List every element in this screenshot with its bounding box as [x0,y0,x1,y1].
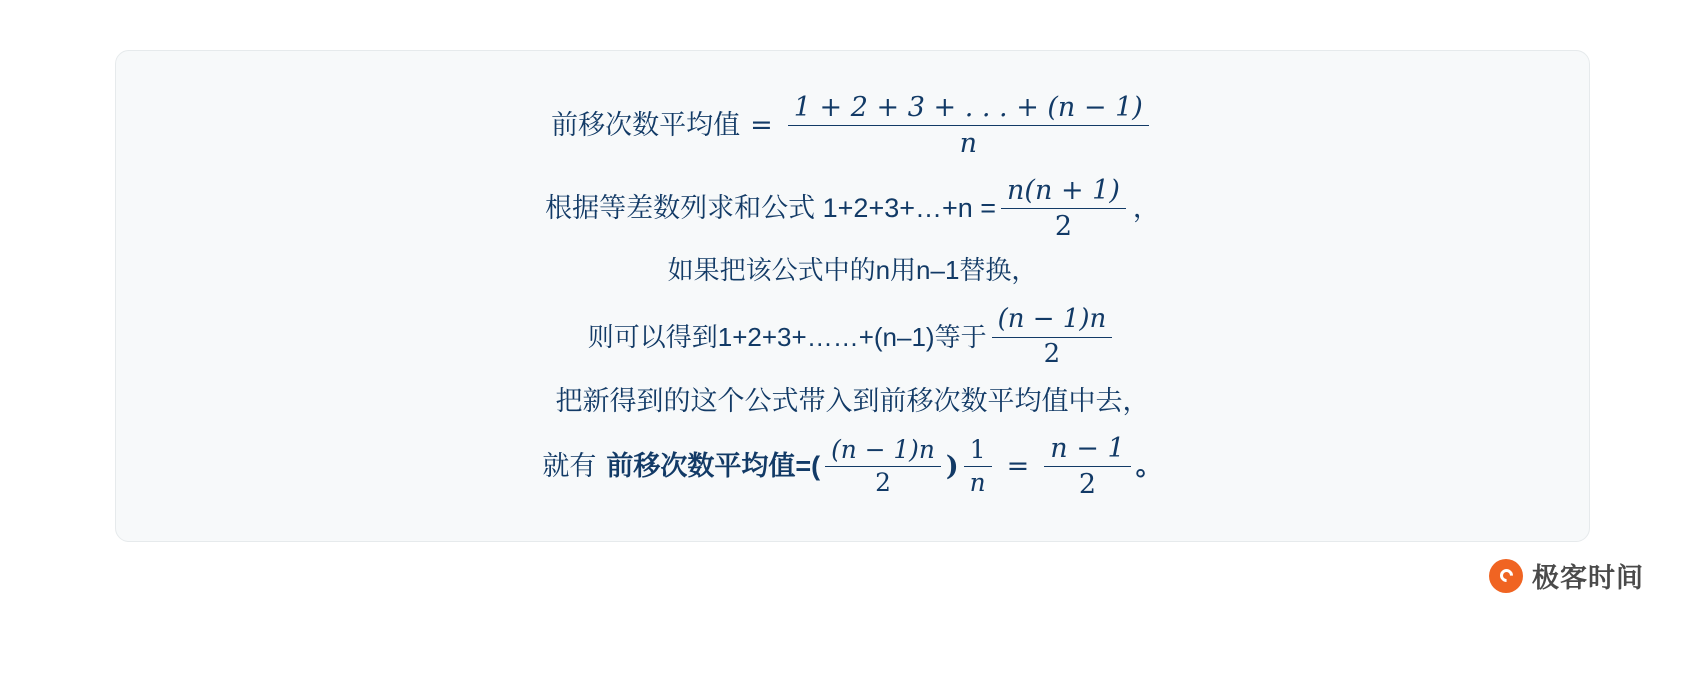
formula-line-6-close-paren: ) [945,450,959,482]
formula-line-6-fraction-3 [1044,433,1130,500]
formula-line-3-text: 如果把该公式中的n用n–1替换， [667,255,1038,286]
formula-line-5-text: 把新得到的这个公式带入到前移次数平均值中去， [555,386,1150,417]
formula-line-1-equals: = [750,109,773,141]
geekbang-logo-icon [1489,559,1523,593]
formula-line-6-fraction-1 [825,436,941,498]
formula-line-4 [588,305,1117,370]
formula-line-4-denominator: 2 [1043,338,1061,369]
formula-line-6-fraction-1-denominator: 2 [875,468,891,498]
formula-line-1-denominator: n [959,127,977,159]
formula-line-1-label: 前移次数平均值 [551,109,741,140]
formula-line-1 [551,92,1154,159]
formula-line-6-fraction-2 [964,436,992,498]
formula-line-4-fraction [992,305,1113,370]
formula-line-6-fraction-3-numerator: n − 1 [1044,433,1130,467]
formula-line-6-prefix: 就有 [542,450,597,481]
formula-line-2-denominator: 2 [1054,210,1073,242]
formula-card [115,50,1590,542]
formula-line-4-numerator: (n − 1)n [992,305,1113,338]
watermark-logo [1489,556,1644,595]
formula-line-6 [542,433,1162,500]
formula-line-6-period: 。 [1135,450,1163,481]
formula-line-5 [556,387,1150,417]
formula-line-6-equals-open: =( [795,450,821,481]
formula-line-6-fraction-1-numerator: (n − 1)n [825,436,941,468]
formula-line-1-fraction [788,92,1149,159]
formula-line-6-bold-label: 前移次数平均值 [606,450,796,481]
formula-line-2-suffix: ， [1132,192,1160,223]
formula-line-2-prefix: 根据等差数列求和公式 1+2+3+…+n = [545,192,997,223]
formula-line-6-fraction-2-denominator: n [969,468,986,498]
watermark-brand-text: 极客时间 [1532,563,1644,593]
formula-line-2-fraction [1001,175,1126,242]
formula-line-4-prefix: 则可以得到1+2+3+……+(n–1)等于 [587,321,987,352]
formula-line-2-numerator: n(n + 1) [1001,175,1126,209]
formula-line-6-equals: = [1006,450,1030,482]
formula-line-6-fraction-3-denominator: 2 [1078,469,1097,501]
formula-line-3 [668,256,1038,285]
formula-line-1-numerator: 1 + 2 + 3 + . . . + (n − 1) [788,92,1149,126]
formula-line-6-fraction-2-numerator: 1 [964,436,992,468]
formula-line-2 [545,175,1160,242]
